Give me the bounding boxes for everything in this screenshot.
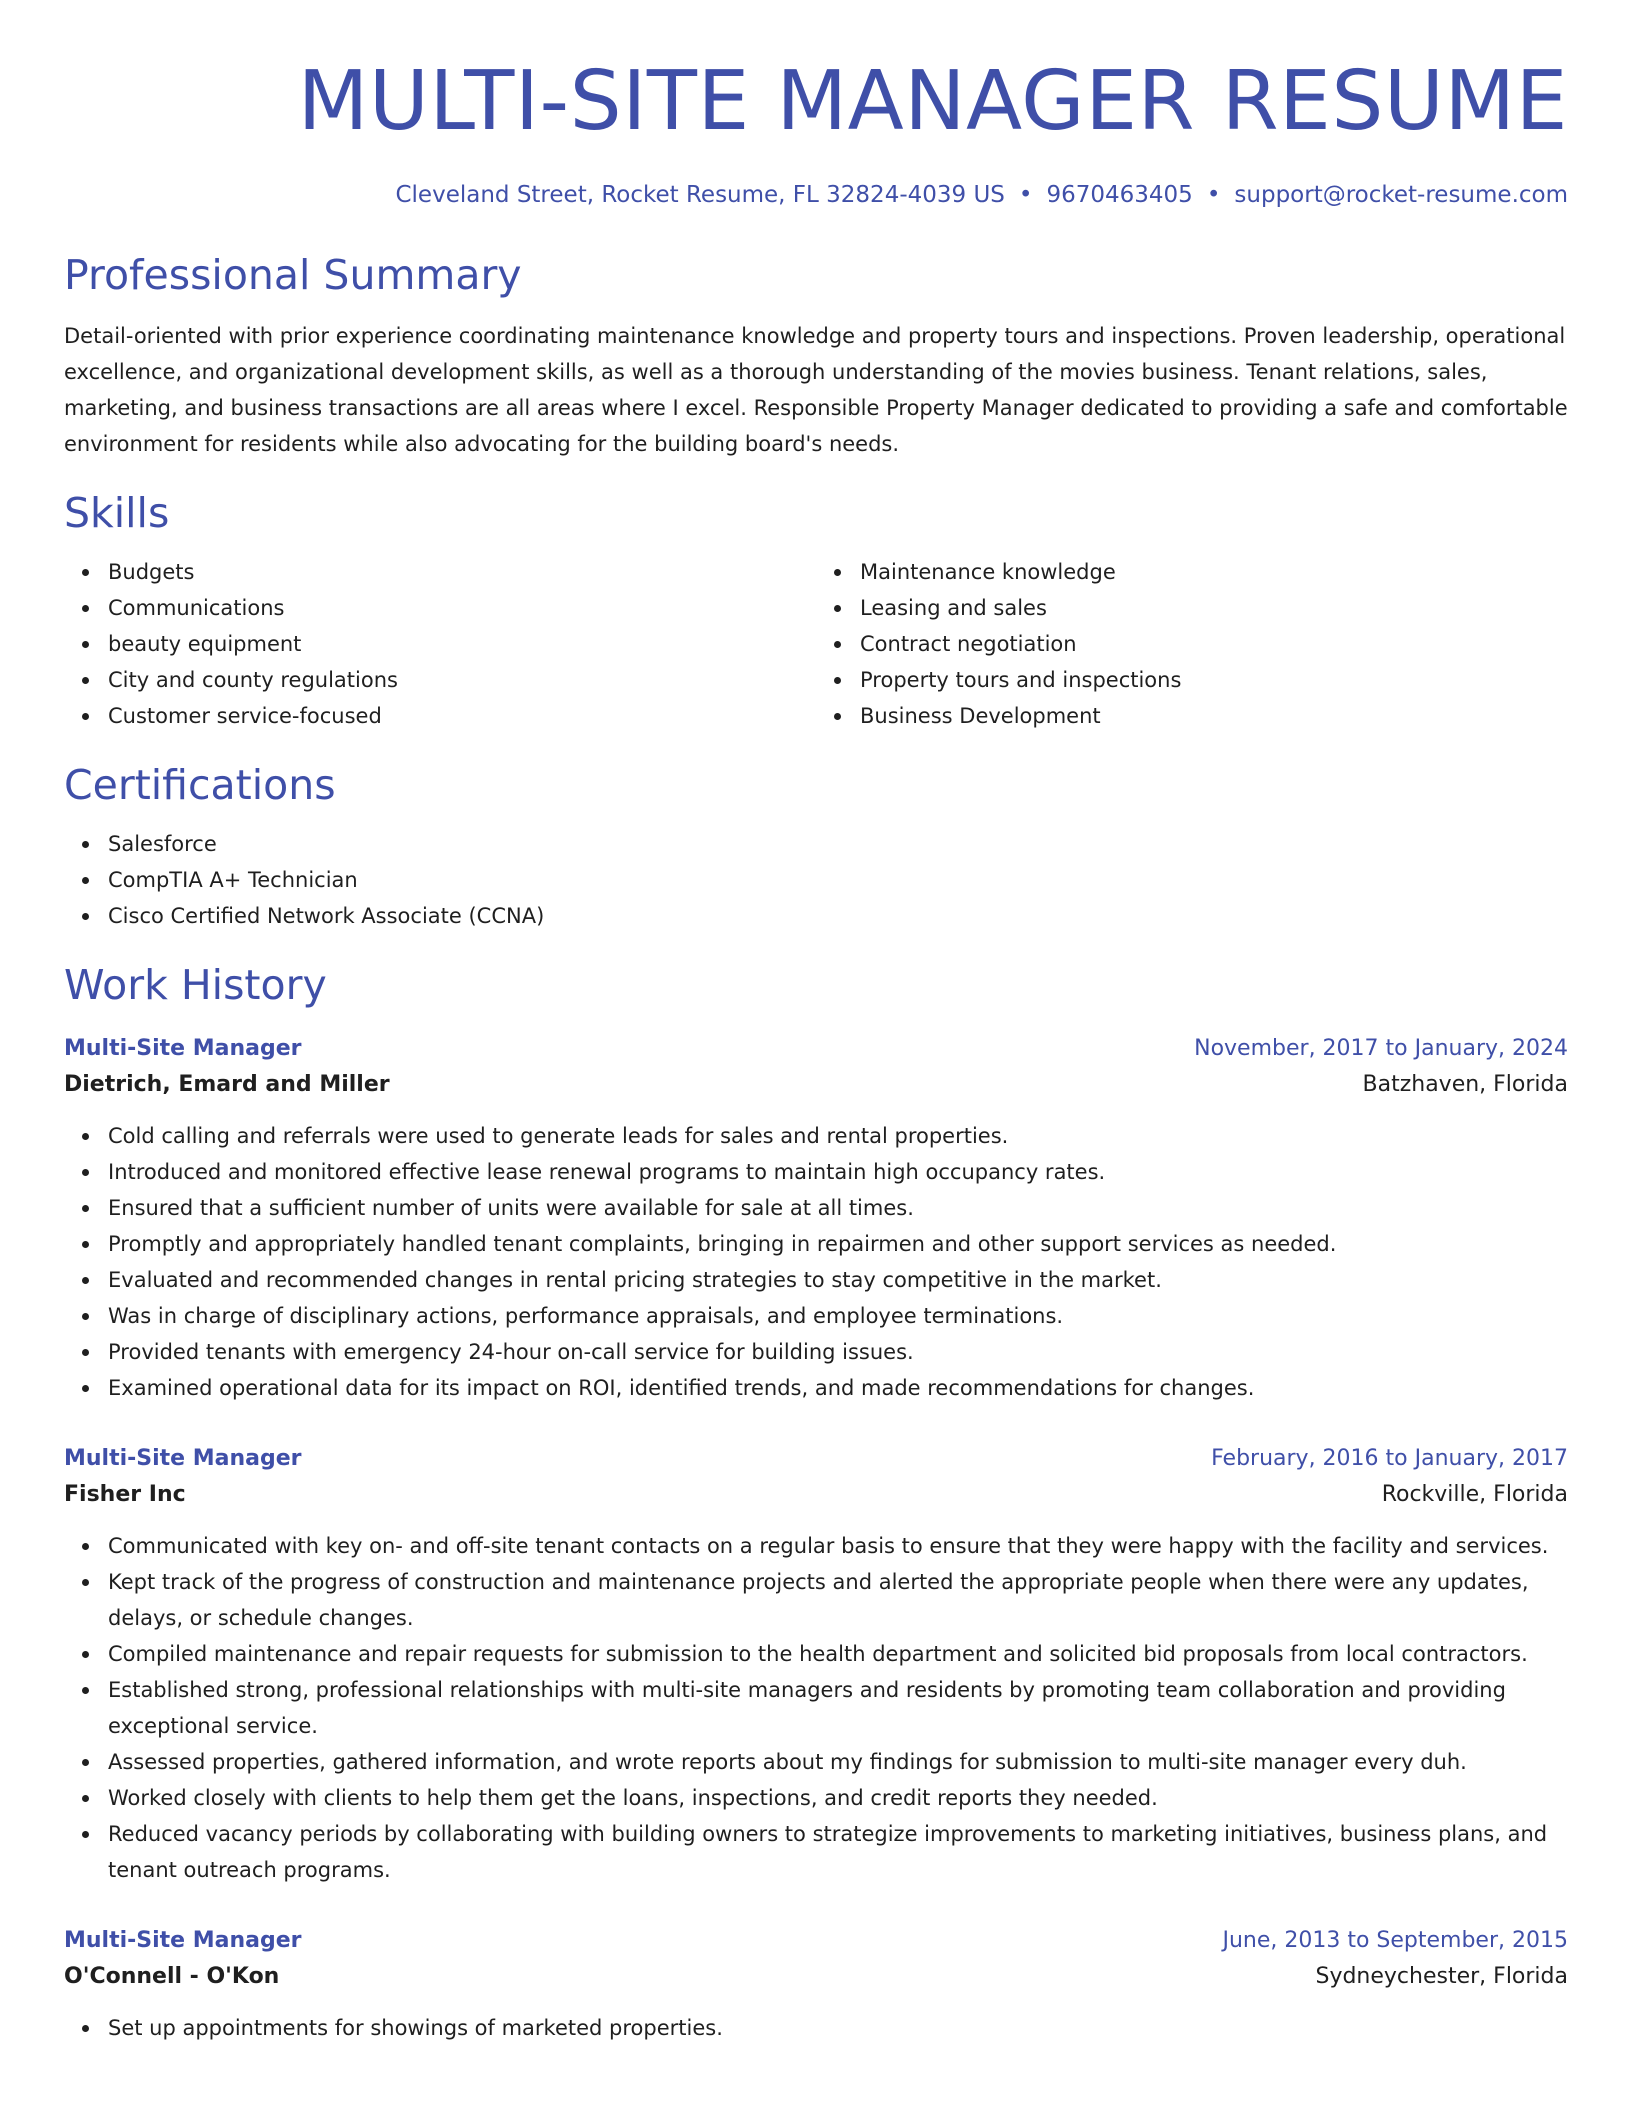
job-bullet: Set up appointments for showings of marketed properties. [108,2010,1568,2046]
certification-item: Cisco Certified Network Associate (CCNA) [108,898,1568,934]
job-company-row [64,1476,1568,1514]
resume-header [64,0,1568,210]
job-bullet: Communicated with key on- and off-site tenant contacts on a regular basis to ensure that they were happy with the facility and services. [108,1528,1568,1564]
job-bullet: Cold calling and referrals were used to generate leads for sales and rental properties. [108,1118,1568,1154]
job-bullet: Reduced vacancy periods by collaborating with building owners to strategize improvements to marketing initiatives, business plans, and tenant outreach programs. [108,1816,1568,1888]
job-header-row [64,1924,1568,1958]
job-location: Rockville, Florida [1381,1482,1568,1507]
job-bullet: Ensured that a sufficient number of units were available for sale at all times. [108,1190,1568,1226]
address: Cleveland Street, Rocket Resume, FL 32824-4039 US [395,182,1005,208]
job-bullets [64,2010,1568,2046]
job-bullet: Provided tenants with emergency 24-hour on-call service for building issues. [108,1334,1568,1370]
resume-page [64,0,1568,2046]
certification-item: Salesforce [108,826,1568,862]
job-title: Multi-Site Manager [64,1928,302,1953]
job-bullet: Evaluated and recommended changes in rental pricing strategies to stay competitive in the market. [108,1262,1568,1298]
job-title: Multi-Site Manager [64,1036,302,1061]
job-title: Multi-Site Manager [64,1446,302,1471]
job-header-row [64,1442,1568,1476]
job-dates: February, 2016 to January, 2017 [1211,1446,1568,1471]
job-bullet: Promptly and appropriately handled tenant complaints, bringing in repairmen and other support services as needed. [108,1226,1568,1262]
contact-line [64,180,1568,210]
certifications-list [64,826,1568,934]
job-bullet: Assessed properties, gathered information, and wrote reports about my findings for submission to multi-site manager every duh. [108,1744,1568,1780]
skills-column-right [816,554,1568,734]
separator-dot: • [1206,182,1221,208]
skill-item: Leasing and sales [860,590,1568,626]
skills-column-left [64,554,816,734]
job-bullets [64,1528,1568,1888]
job-location: Sydneychester, Florida [1315,1964,1568,1989]
job-bullet: Examined operational data for its impact on ROI, identified trends, and made recommendations for changes. [108,1370,1568,1406]
skill-item: Business Development [860,698,1568,734]
skills-list [64,554,1568,734]
job-dates: November, 2017 to January, 2024 [1194,1036,1568,1061]
job-entry [64,1924,1568,2046]
job-company-row [64,1066,1568,1104]
job-company: O'Connell - O'Kon [64,1964,280,1989]
job-bullet: Established strong, professional relationships with multi-site managers and residents by promoting team collaboration and providing exceptional service. [108,1672,1568,1744]
skill-item: Property tours and inspections [860,662,1568,698]
skill-item: beauty equipment [108,626,816,662]
skill-item: Contract negotiation [860,626,1568,662]
job-bullets [64,1118,1568,1406]
section-title-work-history: Work History [64,961,327,1009]
job-dates: June, 2013 to September, 2015 [1222,1928,1568,1953]
email-link[interactable]: support@rocket-resume.com [1234,182,1568,208]
skill-item: City and county regulations [108,662,816,698]
job-bullet: Was in charge of disciplinary actions, performance appraisals, and employee terminations. [108,1298,1568,1334]
skill-item: Maintenance knowledge [860,554,1568,590]
job-entry [64,1442,1568,1888]
phone: 9670463405 [1046,182,1193,208]
separator-dot: • [1018,182,1033,208]
section-title-certifications: Certifications [64,761,336,809]
job-bullet: Compiled maintenance and repair requests for submission to the health department and solicited bid proposals from local contractors. [108,1636,1568,1672]
job-location: Batzhaven, Florida [1362,1072,1568,1097]
certification-item: CompTIA A+ Technician [108,862,1568,898]
resume-title: MULTI-SITE MANAGER RESUME [297,54,1568,149]
job-bullet: Introduced and monitored effective lease renewal programs to maintain high occupancy rates. [108,1154,1568,1190]
job-company: Fisher Inc [64,1482,186,1507]
job-bullet: Worked closely with clients to help them get the loans, inspections, and credit reports they needed. [108,1780,1568,1816]
skill-item: Budgets [108,554,816,590]
job-header-row [64,1032,1568,1066]
skill-item: Communications [108,590,816,626]
section-title-skills: Skills [64,489,170,537]
job-company: Dietrich, Emard and Miller [64,1072,390,1097]
section-title-summary: Professional Summary [64,251,522,299]
skill-item: Customer service-focused [108,698,816,734]
job-entry [64,1032,1568,1406]
job-bullet: Kept track of the progress of construction and maintenance projects and alerted the appropriate people when there were any updates, delays, or schedule changes. [108,1564,1568,1636]
job-company-row [64,1958,1568,1996]
summary-text: Detail-oriented with prior experience coordinating maintenance knowledge and property tours and inspections. Proven leadership, operational excellence, and organizational development skills, as well as a thorough understanding of the movies business. Tenant relations, sales, marketing, and business transactions are all areas where I excel. Responsible Property Manager dedicated to providing a safe and comfortable environment for residents while also advocating for the building board's needs. [64,324,1568,456]
